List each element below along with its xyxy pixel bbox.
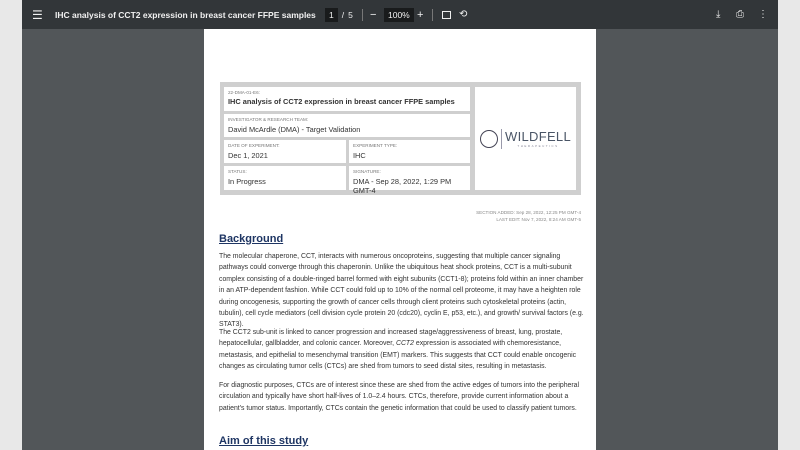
company-logo [475,87,576,190]
experiment-title-cell [224,87,470,111]
download-icon[interactable]: ⤓ [716,9,721,20]
hamburger-icon[interactable]: ☰ [32,7,43,22]
pdf-page [204,29,596,450]
status-cell [224,166,346,190]
logo-name: WILDFELL [505,129,571,144]
zoom-input[interactable]: 100% [384,8,414,22]
aim-heading: Aim of this study [219,435,309,447]
investigator-value: David McArdle (DMA) - Target Validation [228,125,361,134]
document-title: IHC analysis of CCT2 expression in breast cancer FFPE samples [55,9,316,20]
experiment-title: IHC analysis of CCT2 expression in breast cancer FFPE samples [228,97,455,106]
more-options-icon[interactable]: ⋮ [758,9,768,20]
paragraph: The CCT2 sub-unit is linked to cancer progression and increased stage/aggressiveness of breast, lung, prostate, hepatocellular, gallbladder, and colonic cancer. Moreover, CCT2 expression is associated with chemoresistance, metastasis, and epithelial to mesenchymal transition (EMT) markers. This suggests that CCT could enable oncogenic changes as circulating tumor cells (CTCs) are shed from tumors to seed distal sites, resulting in metastasis. [219,329,577,371]
toolbar [22,0,778,29]
status-label: STATUS: [228,169,247,174]
type-value: IHC [353,151,366,160]
last-edit: LAST EDIT: Nov 7, 2022, 8:24 AM GMT-5 [496,217,581,222]
status-value: In Progress [228,177,266,186]
experiment-id: 22-DMA-01-E6: [228,90,260,95]
print-icon[interactable]: ⎙ [736,9,744,20]
paragraph: For diagnostic purposes, CTCs are of interest since these are shed from the active edges of tumors into the peripheral circulation and typically have short half-lives of 1.0–2.4 hours. CTCs, therefore, provide current information about a patient's tumor status. Importantly, CTCs contain the genetic information that could be used to classify patient tumors. [219,382,580,412]
paragraph: The molecular chaperone, CCT, interacts with numerous oncoproteins, suggesting that multiple cancer signaling pathways could converge through this chaperonin. Unlike the ubiquitous heat shock proteins, CCT is a multi-subunit complex consisting of a double-ringed barrel formed with eight subunits (CCT1-8); proteins fold within an inner chamber in an ATP-dependent fashion. While CCT could fold up to 10% of the normal cell proteome, it may have a heighten role during oncogenesis, supporting the growth of cancer cells through client proteins such cytoskeletal proteins (actin, tubulin), cell cycle mediators (cell division cycle protein 20 (cdc20), cyclin E, p53, etc.), and growth/ survival factors (e.g. STAT3). [219,253,584,329]
date-value: Dec 1, 2021 [228,151,268,160]
zoom-out-button[interactable]: − [370,8,377,21]
date-label: DATE OF EXPERIMENT: [228,143,280,148]
divider [432,9,433,21]
signature-label: SIGNATURE: [353,169,381,174]
date-cell [224,140,346,163]
page-total: 5 [348,9,353,20]
rotate-icon[interactable]: ⟲ [459,9,468,20]
divider [362,9,363,21]
experiment-info-box [220,82,581,195]
pdf-viewer [22,0,778,450]
logo-sub: THERAPEUTICS [517,144,559,148]
type-label: EXPERIMENT TYPE: [353,143,398,148]
investigator-label: INVESTIGATOR & RESEARCH TEAM: [228,117,309,122]
logo-emblem-icon [480,130,498,148]
type-cell [349,140,470,163]
investigator-cell [224,114,470,137]
page-number-input[interactable]: 1 [325,8,338,22]
background-heading: Background [219,233,284,245]
fit-page-icon[interactable] [442,0,451,29]
zoom-in-button[interactable]: + [417,8,424,21]
section-added: SECTION ADDED: Sep 28, 2022, 12:25 PM GMT-4 [476,210,581,215]
signature-cell [349,166,470,195]
page-separator: / [341,9,345,20]
signature-value: DMA - Sep 28, 2022, 1:29 PM GMT-4 [353,177,452,195]
